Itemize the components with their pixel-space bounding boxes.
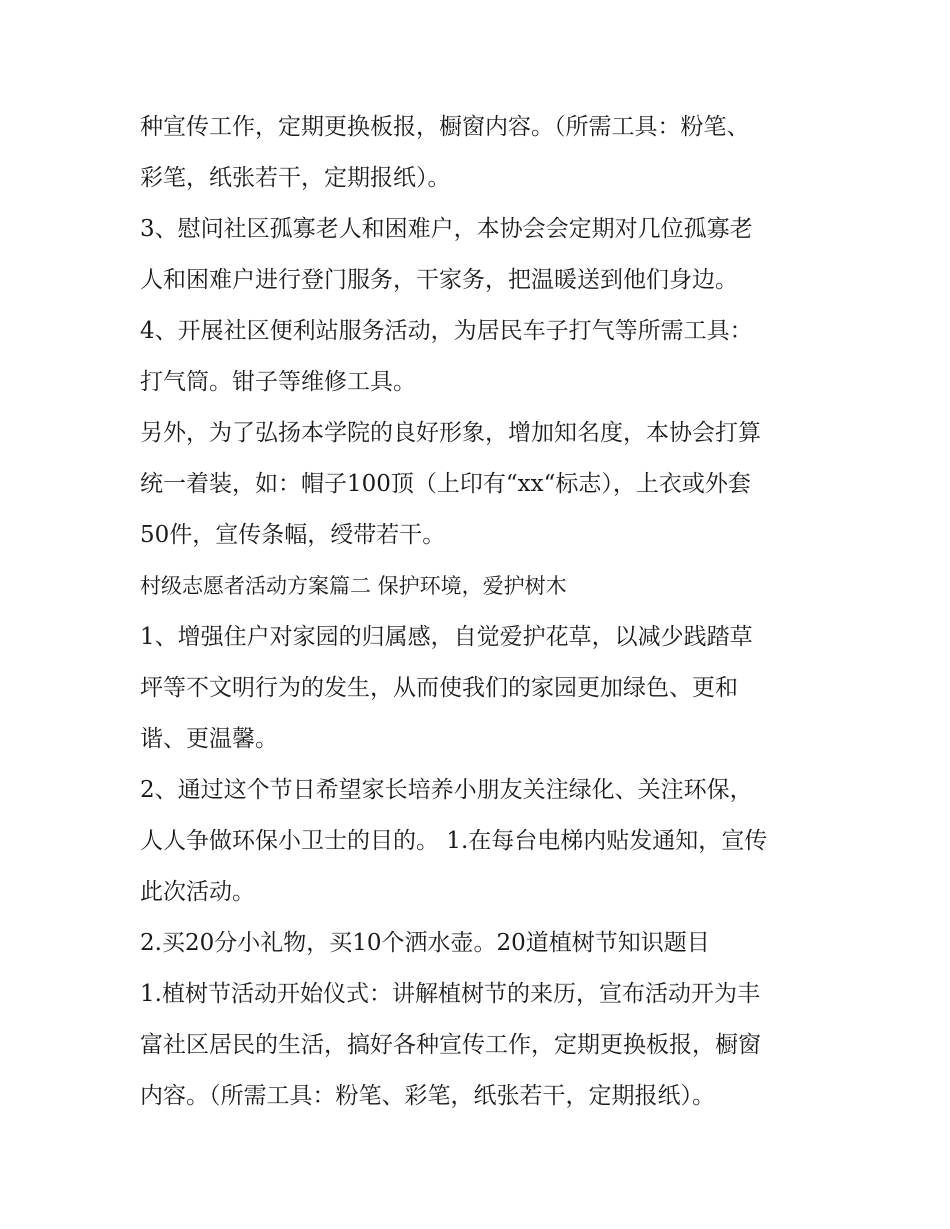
text-line: 种宣传工作，定期更换板报，橱窗内容。（所需工具：粉笔、 <box>140 114 750 140</box>
text-line: 人人争做环保小卫士的目的。 1.在每台电梯内贴发通知，宣传 <box>140 828 768 854</box>
text-line: 2、通过这个节日希望家长培养小朋友关注绿化、关注环保， <box>140 777 753 803</box>
text-line: 坪等不文明行为的发生，从而使我们的家园更加绿色、更和 <box>140 675 738 701</box>
text-line: 富社区居民的生活，搞好各种宣传工作，定期更换板报，橱窗 <box>140 1032 761 1058</box>
text-line: 4、开展社区便利站服务活动，为居民车子打气等所需工具： <box>140 318 753 344</box>
text-line: 打气筒。钳子等维修工具。 <box>140 369 416 395</box>
text-line: 3、慰问社区孤寡老人和困难户，本协会会定期对几位孤寡老 <box>140 216 753 242</box>
section-heading: 村级志愿者活动方案篇二 保护环境，爱护树木 <box>140 574 567 598</box>
document-body <box>140 102 820 1122</box>
text-line: 50件，宣传条幅，绶带若干。 <box>140 522 446 548</box>
text-line: 此次活动。 <box>140 879 255 905</box>
text-line: 人和困难户进行登门服务，干家务，把温暖送到他们身边。 <box>140 267 738 293</box>
text-line: 内容。（所需工具：粉笔、彩笔，纸张若干，定期报纸）。 <box>140 1083 715 1109</box>
text-line: 谐、更温馨。 <box>140 726 278 752</box>
text-line: 2.买20分小礼物，买10个洒水壶。20道植树节知识题目 <box>140 930 710 956</box>
text-line: 统一着装，如：帽子100顶（上印有“xx“标志），上衣或外套 <box>140 471 751 497</box>
text-line: 彩笔，纸张若干，定期报纸）。 <box>140 165 451 191</box>
text-line: 1.植树节活动开始仪式：讲解植树节的来历，宣布活动开为丰 <box>140 981 760 1007</box>
text-line: 另外，为了弘扬本学院的良好形象，增加知名度，本协会打算 <box>140 420 761 446</box>
text-line: 1、增强住户对家园的归属感，自觉爱护花草，以减少践踏草 <box>140 624 753 650</box>
